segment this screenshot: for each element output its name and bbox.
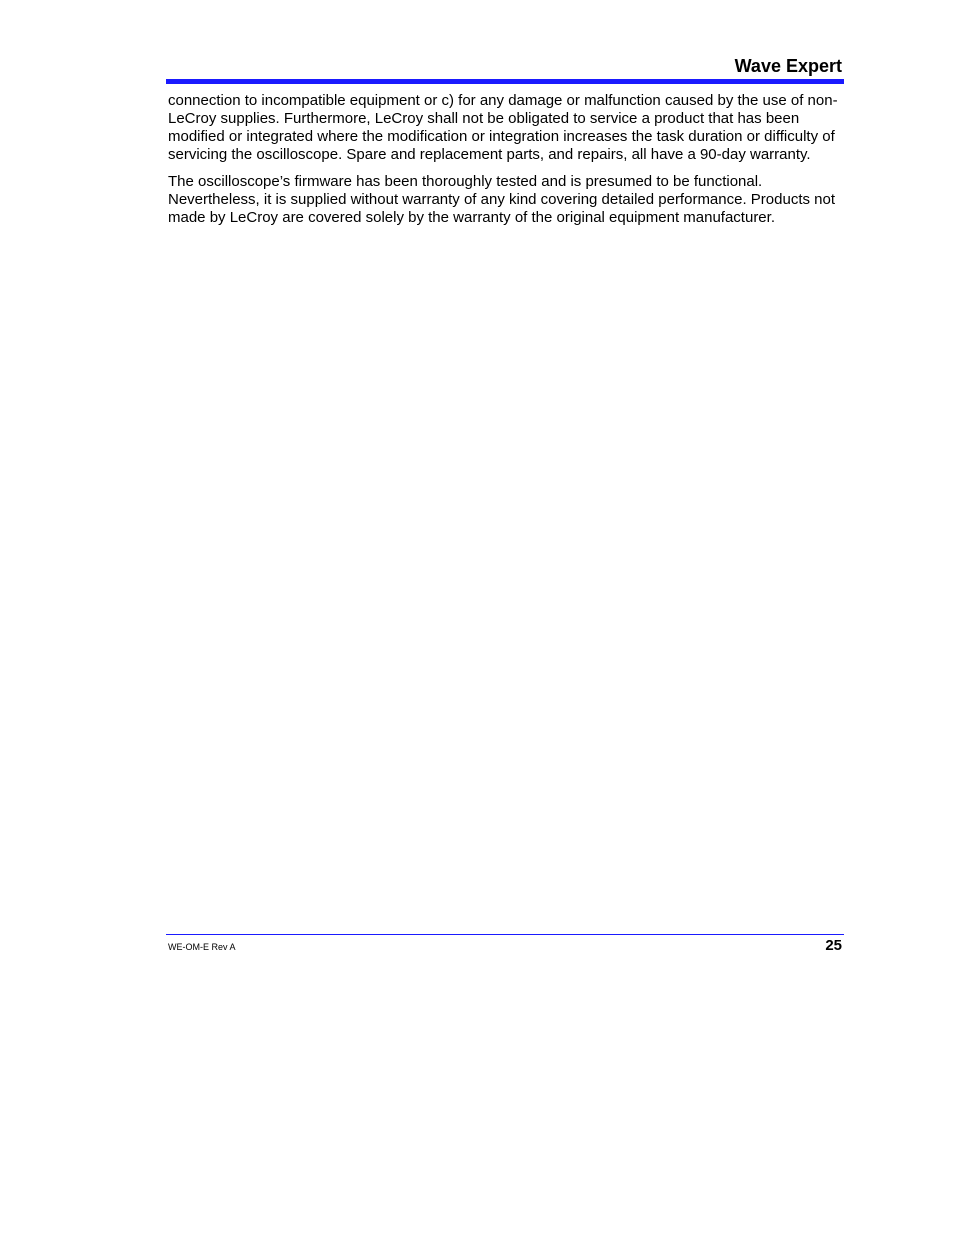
body-text (168, 92, 846, 236)
header-rule (166, 79, 844, 84)
page-header (166, 54, 844, 84)
page-footer (166, 934, 844, 954)
paragraph: The oscilloscope’s firmware has been thoroughly tested and is presumed to be functional. Nevertheless, it is supplied without warranty of any kind covering detailed performance. Products not made by LeCroy are covered solely by the warranty of the original equipment manufacturer. (168, 173, 836, 226)
paragraph: connection to incompatible equipment or c) for any damage or malfunction caused by the use of non-LeCroy supplies. Furthermore, LeCroy shall not be obligated to service a product that has been modified or integrated where the modification or integration increases the task duration or difficulty of servicing the oscilloscope. Spare and replacement parts, and repairs, all have a 90-day warranty. (168, 92, 838, 163)
page-number: 25 (825, 937, 842, 954)
document-id: WE-OM-E Rev A (168, 942, 236, 952)
footer-row (166, 935, 844, 954)
page-title: Wave Expert (734, 56, 842, 76)
